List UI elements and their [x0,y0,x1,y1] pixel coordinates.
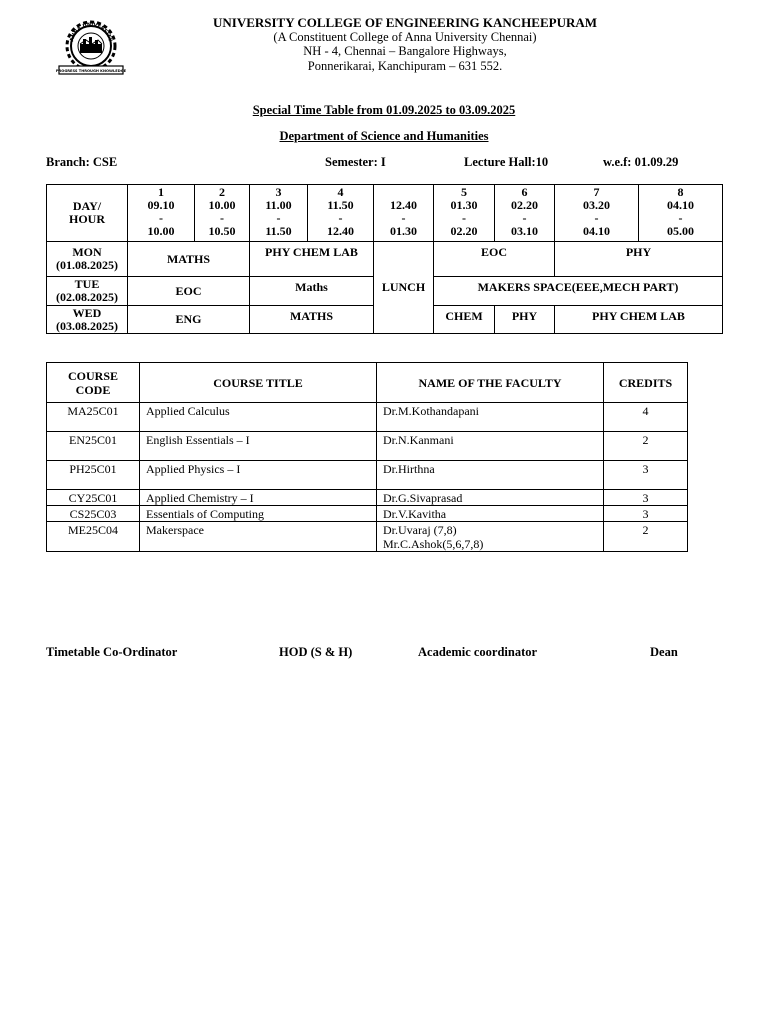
period-cell: CHEM [434,306,495,334]
header-line: COURSE [67,368,118,383]
hour-start: 11.00 [265,198,292,212]
hour-num: 8 [677,185,684,199]
hour-num: 4 [337,185,344,199]
timetable [46,184,723,334]
period-cell: PHY CHEM LAB [250,242,374,277]
faculty-name: Dr.N.Kanmani [377,432,604,461]
table-row [47,490,688,506]
period-cell: MAKERS SPACE(EEE,MECH PART) [434,277,723,306]
hour-num: 1 [158,185,164,199]
faculty-name: Dr.G.Sivaprasad [377,490,604,506]
table-row [47,522,688,552]
course-code: EN25C01 [47,432,140,461]
course-code: CS25C03 [47,506,140,522]
course-title: Applied Chemistry – I [140,490,377,506]
period-cell: ENG [128,306,250,334]
hour-num: 5 [461,185,467,199]
day-date: (03.08.2025) [56,318,118,333]
department-title: Department of Science and Humanities [279,129,489,143]
hour-num: 6 [521,185,528,199]
faculty-name: Dr.Hirthna [377,461,604,490]
hour-start: 11.50 [327,198,354,212]
gear-emblem-icon [67,22,115,70]
faculty-line: Mr.C.Ashok(5,6,7,8) [383,537,484,551]
faculty-name: Dr.M.Kothandapani [377,403,604,432]
hour-end: 03.10 [511,224,538,238]
table-row [47,403,688,432]
semester-label: Semester: I [325,155,386,169]
faculty-name: Dr.V.Kavitha [377,506,604,522]
credits: 2 [604,522,688,552]
hour-6-header [495,185,555,242]
corner-line-1: DAY/ [72,199,102,213]
credits: 4 [604,403,688,432]
corner-line-2: HOUR [69,212,105,226]
affiliation: (A Constituent College of Anna University Chennai) [273,30,537,44]
hour-2-header [195,185,250,242]
day-row-mon [47,242,723,277]
day-date: (01.08.2025) [56,258,118,272]
hour-end: 10.50 [208,224,236,238]
hour-sep: - [462,211,466,225]
address-line-2: Ponnerikarai, Kanchipuram – 631 552. [307,59,503,73]
hour-5-header [434,185,495,242]
hour-sep: - [522,211,527,225]
branch-label: Branch: CSE [46,155,118,169]
course-code: ME25C04 [47,522,140,552]
hour-start: 10.00 [208,198,236,212]
hour-end: 10.00 [147,224,175,238]
period-cell: Maths [250,277,374,306]
day-cell [47,277,128,306]
table-row [47,432,688,461]
logo-text-top: ANNA UNIVERSITY [69,21,113,43]
day-cell [47,242,128,277]
lunch-cell: LUNCH [374,242,434,334]
hour-start: 03.20 [583,198,610,212]
course-code: MA25C01 [47,403,140,432]
university-logo [56,19,126,76]
credits: 3 [604,490,688,506]
course-table [46,362,688,552]
course-title: Applied Physics – I [140,461,377,490]
hour-start: 09.10 [147,198,175,212]
hour-1-header [128,185,195,242]
course-title: Applied Calculus [140,403,377,432]
hour-sep: - [338,211,343,225]
course-title-header: COURSE TITLE [140,363,377,403]
period-cell: EOC [128,277,250,306]
course-code: CY25C01 [47,490,140,506]
signature-dean: Dean [650,645,678,659]
credits-header: CREDITS [604,363,688,403]
address-line-1: NH - 4, Chennai – Bangalore Highways, [303,44,507,58]
hour-sep: - [594,211,599,225]
day-hour-corner [47,185,128,242]
hour-sep: - [401,211,406,225]
hour-end: 01.30 [390,224,417,238]
hour-num: 2 [219,185,225,199]
hour-start: 01.30 [450,198,478,212]
hour-end: 02.20 [450,224,478,238]
course-code: PH25C01 [47,461,140,490]
faculty-line: Dr.Uvaraj (7,8) [383,523,457,537]
day-cell [47,306,128,334]
hour-num: 7 [593,185,600,199]
signature-timetable-coordinator: Timetable Co-Ordinator [46,645,178,659]
hour-sep: - [220,211,224,225]
hour-8-header [639,185,723,242]
lunch-hour-header [374,185,434,242]
document-title: Special Time Table from 01.09.2025 to 03.09.2025 [252,103,516,117]
hour-7-header [555,185,639,242]
course-header-row [47,363,688,403]
institution-name: UNIVERSITY COLLEGE OF ENGINEERING KANCHEEPURAM [212,15,598,30]
day-name: WED [72,305,102,320]
hour-sep: - [276,211,281,225]
lecture-hall-label: Lecture Hall:10 [464,155,549,169]
day-name: MON [72,245,102,259]
faculty-header: NAME OF THE FACULTY [377,363,604,403]
hour-end: 11.50 [265,224,292,238]
wef-label: w.e.f: 01.09.29 [603,155,679,169]
hour-end: 12.40 [327,224,354,238]
hour-4-header [308,185,374,242]
header-line: CODE [75,382,111,397]
hour-header-row [47,185,723,242]
course-code-header [47,363,140,403]
period-cell: PHY CHEM LAB [555,306,723,334]
period-cell: MATHS [250,306,374,334]
hour-sep: - [159,211,163,225]
credits: 3 [604,506,688,522]
period-cell: PHY [495,306,555,334]
course-title: Essentials of Computing [140,506,377,522]
day-date: (02.08.2025) [56,290,118,304]
credits: 3 [604,461,688,490]
hour-end: 04.10 [583,224,610,238]
period-cell: MATHS [128,242,250,277]
credits: 2 [604,432,688,461]
hour-sep: - [678,211,683,225]
course-title: English Essentials – I [140,432,377,461]
period-cell: EOC [434,242,555,277]
signature-academic-coordinator: Academic coordinator [418,645,538,659]
hour-3-header [250,185,308,242]
logo-motto: PROGRESS THROUGH KNOWLEDGE [56,69,126,73]
hour-start: 02.20 [511,198,538,212]
signature-hod: HOD (S & H) [279,645,353,659]
faculty-name [377,522,604,552]
table-row [47,506,688,522]
hour-start: 04.10 [667,198,694,212]
table-row [47,461,688,490]
day-name: TUE [74,277,100,291]
course-title: Makerspace [140,522,377,552]
period-cell: PHY [555,242,723,277]
hour-num: 3 [275,185,282,199]
hour-start: 12.40 [390,198,417,212]
hour-end: 05.00 [667,224,694,238]
